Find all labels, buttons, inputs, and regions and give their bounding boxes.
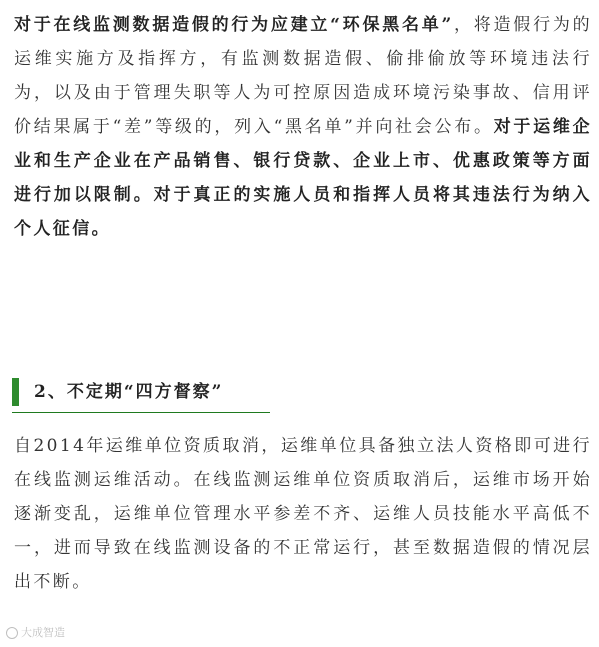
paragraph-body: ，将造假行为的运维实施方及指挥方，有监测数据造假、偷排偷放等环境违法行为，以及由于管理失职等人为可控原因造成环境污染事故、信用评价结果属于“差”等级的，列入“黑名单”并向社会公布。 <box>14 15 592 137</box>
section-title: 2、不定期“四方督察” <box>34 382 224 402</box>
paragraph-bold-intro: 对于在线监测数据造假的行为应建立“环保黑名单” <box>14 15 454 35</box>
section-heading <box>12 374 270 413</box>
watermark-text: 大成智造 <box>21 626 65 639</box>
watermark-logo-icon <box>6 627 18 639</box>
paragraph-bold-conclusion: 对于运维企业和生产企业在产品销售、银行贷款、企业上市、优惠政策等方面进行加以限制。对于真正的实施人员和指挥人员将其违法行为纳入个人征信。 <box>14 117 592 239</box>
watermark <box>6 624 65 642</box>
section-accent-bar <box>12 378 19 406</box>
paragraph-operation: 自2014年运维单位资质取消，运维单位具备独立法人资格即可进行在线监测运维活动。在线监测运维单位资质取消后，运维市场开始逐渐变乱，运维单位管理水平参差不齐、运维人员技能水平高低不一，进而导致在线监测设备的不正常运行，甚至数据造假的情况层出不断。 <box>14 436 592 592</box>
paragraph-blacklist <box>14 8 592 246</box>
